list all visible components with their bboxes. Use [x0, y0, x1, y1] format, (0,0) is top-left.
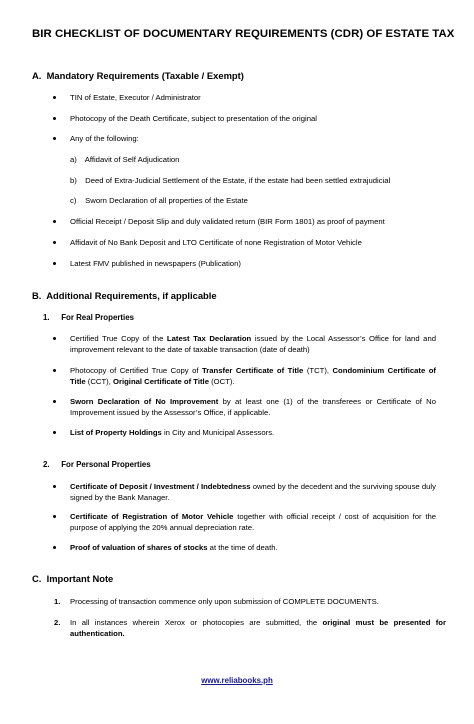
bullet-icon: [53, 431, 56, 434]
sub-list-letter: c): [70, 196, 77, 205]
list-item: [70, 511, 436, 533]
list-item-text: owned by the decedent and the surviving spouse duly signed by the Bank Manager.: [70, 482, 436, 502]
list-item: [70, 396, 436, 418]
sub-list-text: Affidavit of Self Adjudication: [84, 155, 180, 164]
bullet-icon: [53, 220, 56, 223]
note-item: [54, 617, 446, 639]
note-item: [54, 596, 455, 607]
list-item: [70, 133, 460, 144]
bullet-icon: [53, 137, 56, 140]
sub-list-item: [70, 175, 455, 186]
section-c-heading: [32, 573, 113, 584]
list-item-text: (CCT),: [85, 377, 113, 386]
list-item-bold: Transfer Certificate of Title: [202, 366, 304, 375]
list-item-text: issued by the Local Assessor’s Office for land and improvement relevant to the date of taxable transaction (date of death): [70, 334, 436, 354]
list-item-text: Certified True Copy of the: [70, 334, 167, 343]
sub-list-text: Deed of Extra-Judicial Settlement of the Estate, if the estate had been settled extrajudicial: [85, 176, 391, 185]
list-item-text: Affidavit of No Bank Deposit and LTO Certificate of none Registration of Motor Vehicle: [70, 238, 362, 247]
list-item: [70, 216, 455, 227]
list-item-bold: Certificate of Registration of Motor Vehicle: [70, 512, 234, 521]
real-properties-title: For Real Properties: [61, 313, 134, 322]
list-item-bold: Latest Tax Declaration: [166, 334, 252, 343]
note-text: Processing of transaction commence only upon submission of COMPLETE DOCUMENTS.: [70, 597, 379, 606]
list-item-text: together with official receipt / cost of acquisition for the purpose of applying the 20% annual depreciation rate.: [70, 512, 437, 532]
list-item-text: Photocopy of the Death Certificate, subject to presentation of the original: [70, 114, 318, 123]
personal-properties-title: For Personal Properties: [61, 460, 151, 469]
list-item: [70, 427, 436, 438]
list-item-text: TIN of Estate, Executor / Administrator: [70, 93, 201, 102]
section-a-title: Mandatory Requirements (Taxable / Exempt): [46, 70, 244, 81]
list-item: [70, 113, 460, 124]
bullet-icon: [53, 262, 56, 265]
section-b-heading: [32, 290, 217, 301]
list-item: [70, 542, 436, 553]
sub-list-letter: b): [70, 176, 77, 185]
bullet-icon: [53, 400, 56, 403]
footer-link[interactable]: www.reliabooks.ph: [201, 676, 273, 685]
list-item-text: at the time of death.: [207, 543, 278, 552]
section-a-heading: [32, 70, 244, 81]
list-item-text: Any of the following:: [70, 134, 139, 143]
list-item-text: Photocopy of Certified True Copy of: [70, 366, 203, 375]
list-item-text: by at least one (1) of the transferees or Certificate of No Improvement issued by the Assessor’s Office, if applicable.: [70, 397, 436, 417]
list-item: [70, 481, 436, 503]
note-number: 2.: [54, 618, 61, 627]
bullet-icon: [53, 515, 56, 518]
sub-list-item: [70, 195, 248, 206]
bullet-icon: [53, 337, 56, 340]
personal-properties-number: 2.: [43, 460, 50, 469]
section-c-title: Important Note: [46, 573, 114, 584]
note-text: In all instances wherein Xerox or photocopies are submitted, the: [70, 618, 323, 627]
bullet-icon: [53, 96, 56, 99]
list-item-bold: List of Property Holdings: [70, 428, 162, 437]
list-item-text: in City and Municipal Assessors.: [161, 428, 275, 437]
section-b-title: Additional Requirements, if applicable: [46, 290, 217, 301]
note-number: 1.: [54, 597, 61, 606]
section-c-letter: C.: [32, 573, 42, 584]
list-item: [70, 92, 460, 103]
list-item-text: (TCT),: [303, 366, 333, 375]
bullet-icon: [53, 546, 56, 549]
list-item-bold: Condominium Certificate of Title: [70, 366, 436, 386]
list-item: [70, 258, 460, 269]
list-item-bold: Original Certificate of Title: [113, 377, 209, 386]
personal-properties-heading: [43, 459, 151, 470]
list-item: [70, 237, 460, 248]
list-item-bold: Proof of valuation of shares of stocks: [70, 543, 208, 552]
section-b-letter: B.: [32, 290, 42, 301]
sub-list-letter: a): [70, 155, 77, 164]
list-item-text: Latest FMV published in newspapers (Publication): [70, 259, 241, 268]
real-properties-number: 1.: [43, 313, 50, 322]
list-item-text: Official Receipt / Deposit Slip and duly validated return (BIR Form 1801) as proof of payment: [70, 217, 385, 226]
section-a-letter: A.: [32, 70, 42, 81]
bullet-icon: [53, 485, 56, 488]
bullet-icon: [53, 369, 56, 372]
list-item-bold: Sworn Declaration of No Improvement: [70, 397, 219, 406]
sub-list-text: Sworn Declaration of all properties of the Estate: [85, 196, 248, 205]
document-title: BIR CHECKLIST OF DOCUMENTARY REQUIREMENTS (CDR) OF ESTATE TAX: [32, 28, 455, 40]
note-bold: original must be presented for authentication.: [70, 618, 446, 638]
real-properties-heading: [43, 312, 134, 323]
bullet-icon: [53, 117, 56, 120]
list-item-bold: Certificate of Deposit / Investment / Indebtedness: [70, 482, 251, 491]
list-item: [70, 333, 436, 355]
list-item-text: (OCT).: [208, 377, 235, 386]
bullet-icon: [53, 241, 56, 244]
list-item: [70, 365, 436, 387]
sub-list-item: [70, 154, 179, 165]
